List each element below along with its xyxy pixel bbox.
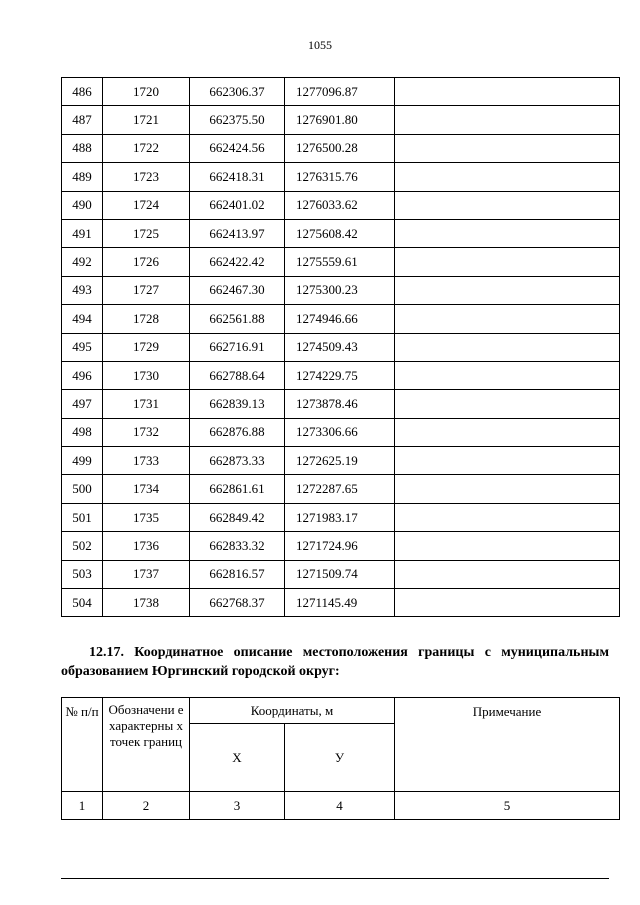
point-id-cell: 1726 (103, 248, 190, 276)
point-id-cell: 1731 (103, 390, 190, 418)
point-index-cell: 486 (62, 78, 103, 106)
y-coordinate-cell: 1272625.19 (285, 447, 395, 475)
x-coordinate-cell: 662788.64 (190, 361, 285, 389)
y-coordinate-cell: 1271724.96 (285, 532, 395, 560)
note-cell (395, 503, 620, 531)
point-index-cell: 496 (62, 361, 103, 389)
point-index-cell: 500 (62, 475, 103, 503)
note-cell (395, 134, 620, 162)
x-coordinate-cell: 662849.42 (190, 503, 285, 531)
section-heading: 12.17. Координатное описание местоположения границы с муниципальным образованием Юргинский городской округ: (61, 645, 609, 679)
note-cell (395, 305, 620, 333)
note-cell (395, 78, 620, 106)
table-row (62, 560, 620, 588)
y-coordinate-cell: 1276033.62 (285, 191, 395, 219)
point-id-cell: 1736 (103, 532, 190, 560)
x-coordinate-cell: 662816.57 (190, 560, 285, 588)
header-col-y: У (285, 724, 395, 792)
table-row (62, 276, 620, 304)
point-id-cell: 1732 (103, 418, 190, 446)
note-cell (395, 333, 620, 361)
y-coordinate-cell: 1276315.76 (285, 163, 395, 191)
point-index-cell: 492 (62, 248, 103, 276)
footer-divider (61, 878, 609, 879)
point-index-cell: 501 (62, 503, 103, 531)
header-col-x: Х (190, 724, 285, 792)
header-col-coordinates: Координаты, м (190, 698, 395, 724)
y-coordinate-cell: 1273306.66 (285, 418, 395, 446)
point-index-cell: 502 (62, 532, 103, 560)
point-id-cell: 1728 (103, 305, 190, 333)
header-col-note: Примечание (395, 698, 620, 792)
y-coordinate-cell: 1275559.61 (285, 248, 395, 276)
table-row (62, 418, 620, 446)
point-id-cell: 1727 (103, 276, 190, 304)
note-cell (395, 191, 620, 219)
note-cell (395, 447, 620, 475)
point-index-cell: 490 (62, 191, 103, 219)
column-number-cell: 4 (285, 792, 395, 820)
y-coordinate-cell: 1276901.80 (285, 106, 395, 134)
x-coordinate-cell: 662861.61 (190, 475, 285, 503)
note-cell (395, 219, 620, 247)
note-cell (395, 532, 620, 560)
table-row (62, 447, 620, 475)
x-coordinate-cell: 662413.97 (190, 219, 285, 247)
table-row (62, 333, 620, 361)
point-id-cell: 1730 (103, 361, 190, 389)
point-id-cell: 1724 (103, 191, 190, 219)
table-row (62, 305, 620, 333)
table-row (62, 219, 620, 247)
y-coordinate-cell: 1271983.17 (285, 503, 395, 531)
y-coordinate-cell: 1277096.87 (285, 78, 395, 106)
table-row (62, 106, 620, 134)
x-coordinate-cell: 662467.30 (190, 276, 285, 304)
point-index-cell: 504 (62, 589, 103, 617)
y-coordinate-cell: 1272287.65 (285, 475, 395, 503)
note-cell (395, 276, 620, 304)
point-id-cell: 1723 (103, 163, 190, 191)
x-coordinate-cell: 662375.50 (190, 106, 285, 134)
table-row (62, 361, 620, 389)
point-id-cell: 1733 (103, 447, 190, 475)
table-row (62, 191, 620, 219)
point-index-cell: 491 (62, 219, 103, 247)
point-index-cell: 489 (62, 163, 103, 191)
point-index-cell: 494 (62, 305, 103, 333)
point-id-cell: 1725 (103, 219, 190, 247)
header-col-point-designation: Обозначени е характерны х точек границ (103, 698, 190, 792)
note-cell (395, 390, 620, 418)
point-index-cell: 495 (62, 333, 103, 361)
y-coordinate-cell: 1274229.75 (285, 361, 395, 389)
table-row (62, 503, 620, 531)
point-index-cell: 499 (62, 447, 103, 475)
x-coordinate-cell: 662561.88 (190, 305, 285, 333)
header-row (62, 698, 620, 724)
coordinates-table-body (62, 78, 620, 617)
point-id-cell: 1734 (103, 475, 190, 503)
note-cell (395, 418, 620, 446)
y-coordinate-cell: 1274946.66 (285, 305, 395, 333)
x-coordinate-cell: 662716.91 (190, 333, 285, 361)
table-row (62, 589, 620, 617)
point-index-cell: 497 (62, 390, 103, 418)
x-coordinate-cell: 662833.32 (190, 532, 285, 560)
point-id-cell: 1721 (103, 106, 190, 134)
point-id-cell: 1735 (103, 503, 190, 531)
note-cell (395, 163, 620, 191)
table-row (62, 532, 620, 560)
note-cell (395, 475, 620, 503)
note-cell (395, 361, 620, 389)
section-header-table (61, 697, 620, 820)
x-coordinate-cell: 662306.37 (190, 78, 285, 106)
x-coordinate-cell: 662401.02 (190, 191, 285, 219)
y-coordinate-cell: 1271509.74 (285, 560, 395, 588)
column-number-cell: 3 (190, 792, 285, 820)
point-id-cell: 1722 (103, 134, 190, 162)
x-coordinate-cell: 662422.42 (190, 248, 285, 276)
note-cell (395, 589, 620, 617)
table-row (62, 390, 620, 418)
table-row (62, 248, 620, 276)
coordinates-table (61, 77, 620, 617)
x-coordinate-cell: 662418.31 (190, 163, 285, 191)
note-cell (395, 106, 620, 134)
column-number-cell: 5 (395, 792, 620, 820)
point-id-cell: 1738 (103, 589, 190, 617)
x-coordinate-cell: 662839.13 (190, 390, 285, 418)
note-cell (395, 560, 620, 588)
header-col-number: № п/п (62, 698, 103, 792)
point-index-cell: 488 (62, 134, 103, 162)
table-row (62, 134, 620, 162)
x-coordinate-cell: 662873.33 (190, 447, 285, 475)
table-row (62, 78, 620, 106)
point-index-cell: 503 (62, 560, 103, 588)
note-cell (395, 248, 620, 276)
y-coordinate-cell: 1271145.49 (285, 589, 395, 617)
column-number-cell: 1 (62, 792, 103, 820)
table-row (62, 475, 620, 503)
y-coordinate-cell: 1275608.42 (285, 219, 395, 247)
page-number: 1055 (308, 38, 332, 52)
x-coordinate-cell: 662876.88 (190, 418, 285, 446)
x-coordinate-cell: 662768.37 (190, 589, 285, 617)
y-coordinate-cell: 1274509.43 (285, 333, 395, 361)
x-coordinate-cell: 662424.56 (190, 134, 285, 162)
y-coordinate-cell: 1273878.46 (285, 390, 395, 418)
point-index-cell: 493 (62, 276, 103, 304)
point-id-cell: 1729 (103, 333, 190, 361)
column-number-row (62, 792, 620, 820)
table-row (62, 163, 620, 191)
y-coordinate-cell: 1275300.23 (285, 276, 395, 304)
y-coordinate-cell: 1276500.28 (285, 134, 395, 162)
point-index-cell: 487 (62, 106, 103, 134)
point-id-cell: 1720 (103, 78, 190, 106)
column-number-cell: 2 (103, 792, 190, 820)
point-index-cell: 498 (62, 418, 103, 446)
point-id-cell: 1737 (103, 560, 190, 588)
